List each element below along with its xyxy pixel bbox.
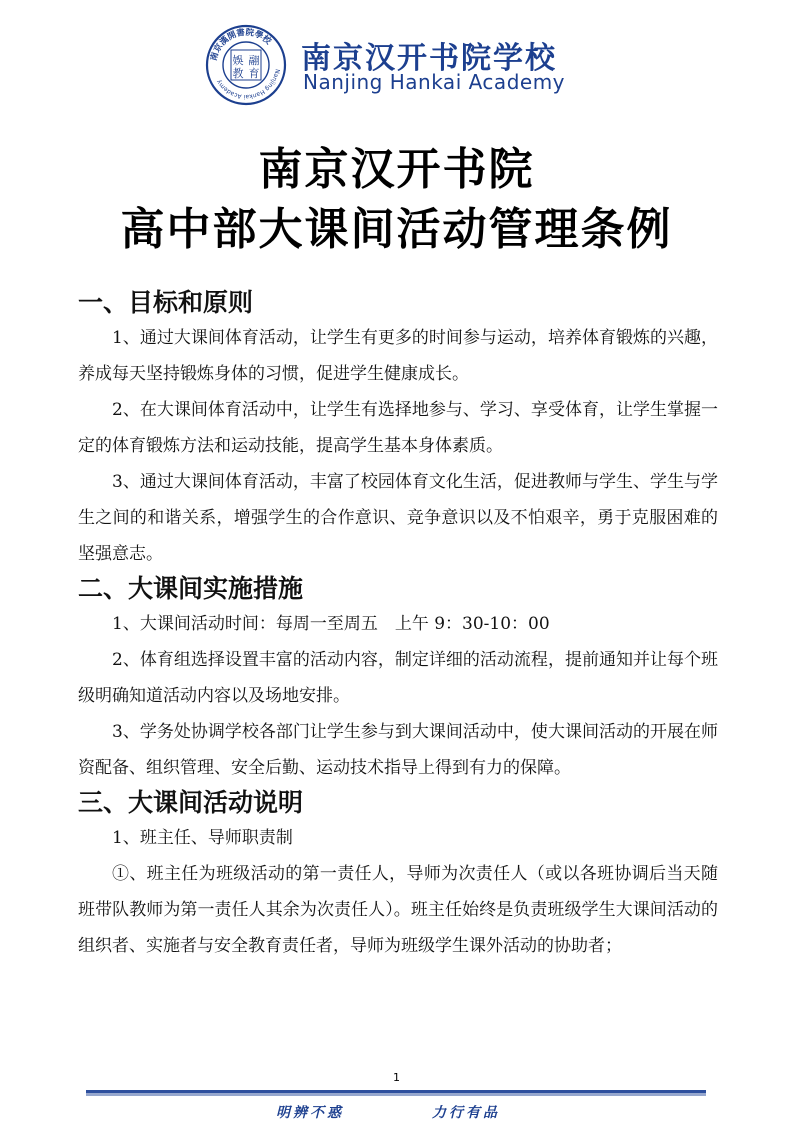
section-heading: 三、大课间活动说明 xyxy=(78,788,304,817)
paragraph: 3、通过大课间体育活动，丰富了校园体育文化生活，促进教师与学生、学生与学生之间的和谐关系，增强学生的合作意识、竞争意识以及不怕艰辛，勇于克服困难的坚强意志。 xyxy=(78,472,718,564)
section-description xyxy=(78,786,718,964)
document-title-line2: 高中部大课间活动管理条例 xyxy=(120,204,673,255)
paragraph: ①、班主任为班级活动的第一责任人，导师为次责任人（或以各班协调后当天随班带队教师为第一责任人其余为次责任人）。班主任始终是负责班级学生大课间活动的组织者、实施者与安全教育责任者，导师为班级学生课外活动的协助者； xyxy=(78,864,718,956)
seal-glyph-3: 教 xyxy=(232,67,244,80)
paragraph: 1、通过大课间体育活动，让学生有更多的时间参与运动，培养体育锻炼的兴趣，养成每天坚持锻炼身体的习惯，促进学生健康成长。 xyxy=(78,328,718,384)
paragraph: 3、学务处协调学校各部门让学生参与到大课间活动中，使大课间活动的开展在师资配备、组织管理、安全后勤、运动技术指导上得到有力的保障。 xyxy=(78,722,718,778)
paragraph: 1、班主任、导师职责制 xyxy=(112,828,293,848)
school-name-cn: 南京汉开书院学校 xyxy=(301,41,557,76)
document-body xyxy=(78,286,718,964)
footer-motto-right: 力行有品 xyxy=(432,1105,500,1121)
section-heading: 一、目标和原则 xyxy=(78,288,254,317)
seal-ring-text: 南京漢開書院學校 xyxy=(209,27,273,62)
seal-glyph-2: 翮 xyxy=(248,54,260,67)
school-name-en: Nanjing Hankai Academy xyxy=(303,70,566,94)
document-title-line1: 南京汉开书院 xyxy=(258,144,535,195)
seal-glyph-1: 娛 xyxy=(232,54,244,67)
section-heading: 二、大课间实施措施 xyxy=(78,574,304,603)
page-number: 1 xyxy=(393,1071,400,1084)
paragraph: 1、大课间活动时间：每周一至周五 上午 9：30-10：00 xyxy=(112,614,550,634)
paragraph: 2、在大课间体育活动中，让学生有选择地参与、学习、享受体育，让学生掌握一定的体育锻炼方法和运动技能，提高学生基本身体素质。 xyxy=(78,400,718,456)
footer-motto-left: 明辨不惑 xyxy=(276,1105,344,1121)
school-seal-icon xyxy=(205,24,287,106)
seal-glyph-4: 育 xyxy=(248,67,260,80)
section-goals xyxy=(78,286,718,572)
paragraph: 2、体育组选择设置丰富的活动内容，制定详细的活动流程，提前通知并让每个班级明确知道活动内容以及场地安排。 xyxy=(78,650,718,706)
section-measures xyxy=(78,572,718,786)
footer-divider xyxy=(86,1090,706,1096)
seal-ring-text-en: Nanjing Hankai Academy xyxy=(215,68,281,101)
